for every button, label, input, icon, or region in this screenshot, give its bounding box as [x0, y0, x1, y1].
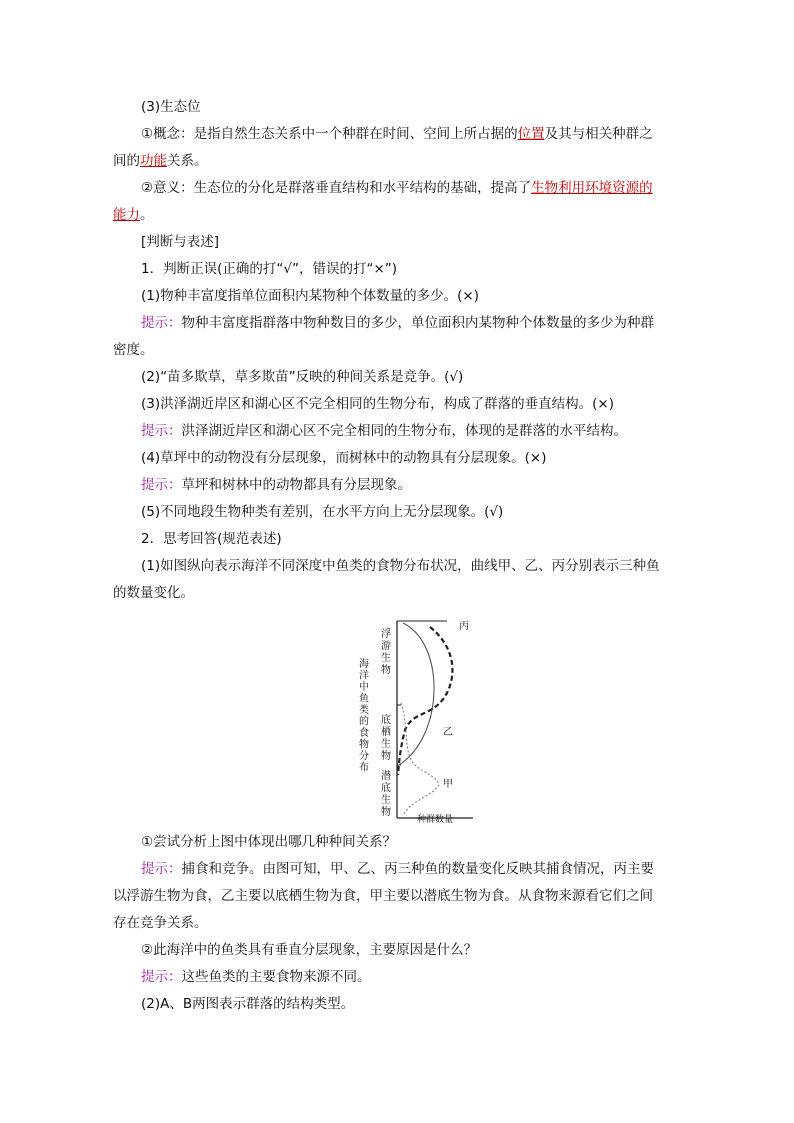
hint-label: 提示：: [141, 315, 182, 331]
think-question-2: 2．思考回答(规范表述): [141, 531, 282, 547]
hint-5-line-2: 以浮游生物为食，乙主要以底栖生物为食，甲主要以潜底生物为食。从食物来源看它们之间: [113, 888, 653, 904]
concept-line-2: [113, 151, 208, 171]
fish-food-distribution-diagram: [355, 615, 485, 825]
hint-label: 提示：: [141, 969, 182, 985]
hint-6-text: 这些鱼类的主要食物来源不同。: [181, 969, 371, 985]
sec3-title: (3)生态位: [141, 99, 201, 115]
diagram-svg: [355, 615, 485, 825]
curve-jia-label: 甲: [443, 779, 453, 790]
think-p1-line-2: 的数量变化。: [113, 585, 194, 601]
meaning-line-2: [113, 205, 154, 225]
sub-question-1: ①尝试分析上图中体现出哪几种种间关系？: [141, 834, 397, 850]
meaning-highlight-2: 能力: [113, 207, 140, 223]
judge-item-1: (1)物种丰富度指单位面积内某物种个体数量的多少。(×): [141, 288, 479, 304]
meaning-text-a: ②意义：生态位的分化是群落垂直结构和水平结构的基础，提高了: [141, 180, 532, 196]
hint-label: 提示：: [141, 423, 182, 439]
hint-4-text: 草坪和树林中的动物都具有分层现象。: [181, 477, 411, 493]
zone-bottom-label: 潜底生物: [381, 771, 391, 818]
concept-highlight-function: 功能: [140, 153, 167, 169]
judge-item-3: (3)洪泽湖近岸区和湖心区不完全相同的生物分布，构成了群落的垂直结构。(×): [141, 396, 614, 412]
judge-item-4: (4)草坪中的动物没有分层现象，而树林中的动物具有分层现象。(×): [141, 450, 547, 466]
concept-text-c: 间的: [113, 153, 140, 169]
think-p1-line-1: (1)如图纵向表示海洋不同深度中鱼类的食物分布状况，曲线甲、乙、丙分别表示三种鱼: [141, 558, 660, 574]
curve-bing-label: 丙: [459, 621, 469, 632]
hint-3-text: 洪泽湖近岸区和湖心区不完全相同的生物分布，体现的是群落的水平结构。: [181, 423, 627, 439]
hint-1-line-2: 密度。: [113, 342, 154, 358]
hint-3: [141, 421, 627, 441]
y-axis-label: 海洋中鱼类的食物分布: [359, 659, 369, 774]
hint-1-text-a: 物种丰富度指群落中物种数目的多少，单位面积内某物种个体数量的多少为种群: [181, 315, 654, 331]
judge-item-5: (5)不同地段生物种类有差别，在水平方向上无分层现象。(√): [141, 504, 504, 520]
hint-5-line-1: [141, 859, 654, 879]
judge-header: [判断与表述]: [141, 234, 220, 250]
hint-1-line-1: [141, 313, 654, 333]
hint-5-line-3: 存在竞争关系。: [113, 915, 208, 931]
hint-4: [141, 475, 411, 495]
think-p2: (2)A、B两图表示群落的结构类型。: [141, 996, 355, 1012]
concept-text-d: 关系。: [167, 153, 208, 169]
concept-highlight-position: 位置: [517, 126, 545, 142]
judge-item-2: (2)“苗多欺草，草多欺苗”反映的种间关系是竞争。(√): [141, 369, 464, 385]
judge-question-1: 1．判断正误(正确的打“√”，错误的打“×”): [141, 261, 398, 277]
concept-line-1: [141, 124, 653, 144]
sub-question-2: ②此海洋中的鱼类具有垂直分层现象，主要原因是什么？: [141, 942, 478, 958]
zone-plankton-label: 浮游生物: [381, 629, 391, 676]
zone-benthic-label: 底栖生物: [381, 715, 391, 762]
curve-yi: [399, 623, 434, 765]
hint-label: 提示：: [141, 477, 182, 493]
x-axis-label: 种群数量: [417, 815, 454, 825]
curve-yi-label: 乙: [443, 727, 453, 738]
concept-text-a: ①概念：是指自然生态关系中一个种群在时间、空间上所占据的: [141, 126, 518, 142]
curve-bing: [398, 627, 452, 775]
meaning-line-1: [141, 178, 653, 198]
meaning-highlight-1: 生物利用环境资源的: [531, 180, 653, 196]
hint-5-text-a: 捕食和竞争。由图可知，甲、乙、丙三种鱼的数量变化反映其捕食情况，丙主要: [181, 861, 654, 877]
concept-text-b: 及其与相关种群之: [544, 126, 653, 142]
hint-6: [141, 967, 371, 987]
meaning-text-end: 。: [140, 207, 154, 223]
hint-label: 提示：: [141, 861, 182, 877]
